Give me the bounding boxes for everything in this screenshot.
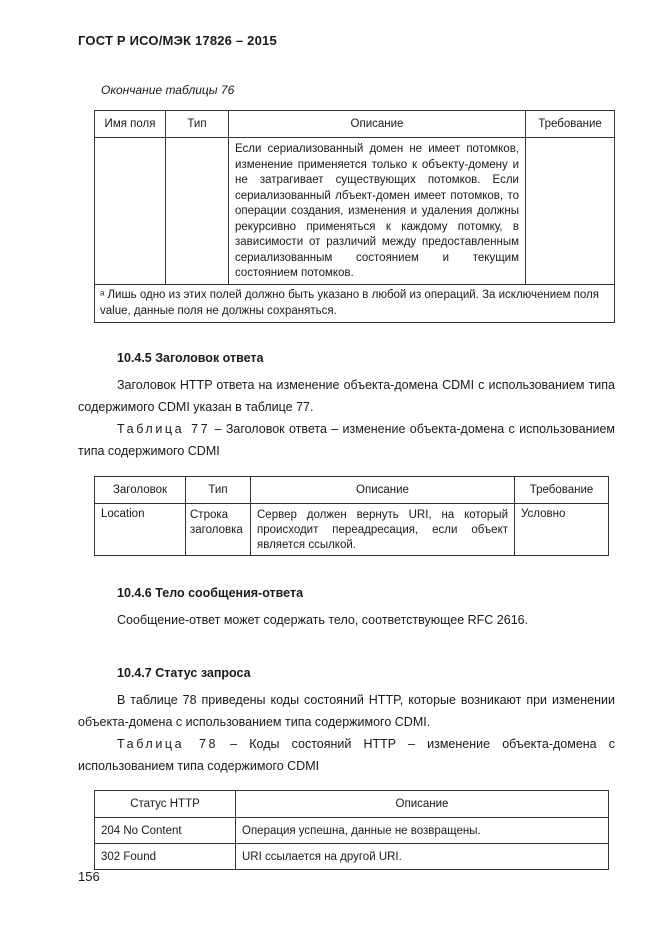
column-header: Статус HTTP	[95, 791, 236, 818]
section-paragraph	[78, 374, 615, 462]
cell-type: Строка заголовка	[186, 504, 251, 556]
table-77	[94, 476, 609, 556]
table-header-row	[95, 791, 609, 818]
table-footnote: ᵃ Лишь одно из этих полей должно быть указано в любой из операций. За исключением поля value, данные поля не должны сохраняться.	[95, 284, 615, 322]
table-label: Таблица 77	[117, 422, 211, 436]
section-heading: 10.4.7 Статус запроса	[117, 666, 251, 680]
column-header: Требование	[526, 111, 615, 138]
cell-status: 204 No Content	[95, 818, 236, 844]
table-row	[95, 818, 609, 844]
table-title	[78, 418, 615, 462]
section-paragraph	[78, 689, 615, 777]
column-header: Требование	[515, 477, 609, 504]
table-row	[95, 138, 615, 285]
paragraph-text: В таблице 78 приведены коды состояний HTTP, которые возникают при изменении объекта-домена с использованием типа содержимого CDMI.	[78, 693, 615, 729]
table-header-row	[95, 111, 615, 138]
document-header: ГОСТ Р ИСО/МЭК 17826 – 2015	[78, 33, 277, 48]
column-header: Описание	[229, 111, 526, 138]
table-continuation-caption: Окончание таблицы 76	[101, 83, 235, 97]
paragraph-text: Заголовок HTTP ответа на изменение объекта-домена CDMI с использованием типа содержимого CDMI указан в таблице 77.	[78, 378, 615, 414]
section-paragraph	[78, 609, 615, 631]
table-title-text: – Заголовок ответа – изменение объекта-домена с использованием типа содержимого CDMI	[78, 422, 616, 458]
cell-description: Операция успешна, данные не возвращены.	[236, 818, 609, 844]
cell-description: URI ссылается на другой URI.	[236, 844, 609, 870]
cell-description: Сервер должен вернуть URI, на который происходит переадресация, если объект является ссылкой.	[251, 504, 515, 556]
section-heading: 10.4.6 Тело сообщения-ответа	[117, 586, 304, 600]
column-header: Заголовок	[95, 477, 186, 504]
cell-field-name	[95, 138, 166, 285]
table-footnote-row	[95, 284, 615, 322]
table-header-row	[95, 477, 609, 504]
cell-description: Если сериализованный домен не имеет потомков, изменение применяется только к объекту-домену и не затрагивает существующих потомков. Если сериализованный лбъект-домен имеет потомков, то операции создания, изменения и удаления должны рекурсивно применяться к каждому потомку, в зависимости от различий между предоставленным сериализованным состоянием и текущим состоянием потомков.	[229, 138, 526, 285]
paragraph-text: Сообщение-ответ может содержать тело, соответствующее RFC 2616.	[117, 613, 529, 627]
table-row	[95, 504, 609, 556]
table-label: Таблица 78	[117, 737, 219, 751]
cell-requirement	[526, 138, 615, 285]
table-title	[78, 733, 615, 777]
table-78	[94, 790, 609, 870]
page-number: 156	[78, 869, 100, 884]
cell-header-name: Location	[95, 504, 186, 556]
table-row	[95, 844, 609, 870]
column-header: Описание	[236, 791, 609, 818]
cell-status: 302 Found	[95, 844, 236, 870]
column-header: Тип	[186, 477, 251, 504]
section-heading: 10.4.5 Заголовок ответа	[117, 351, 264, 365]
column-header: Тип	[166, 111, 229, 138]
column-header: Имя поля	[95, 111, 166, 138]
table-title-text: – Коды состояний HTTP – изменение объекта-домена с использованием типа содержимого CDMI	[78, 737, 615, 773]
table-76	[94, 110, 615, 323]
column-header: Описание	[251, 477, 515, 504]
cell-requirement: Условно	[515, 504, 609, 556]
cell-type	[166, 138, 229, 285]
